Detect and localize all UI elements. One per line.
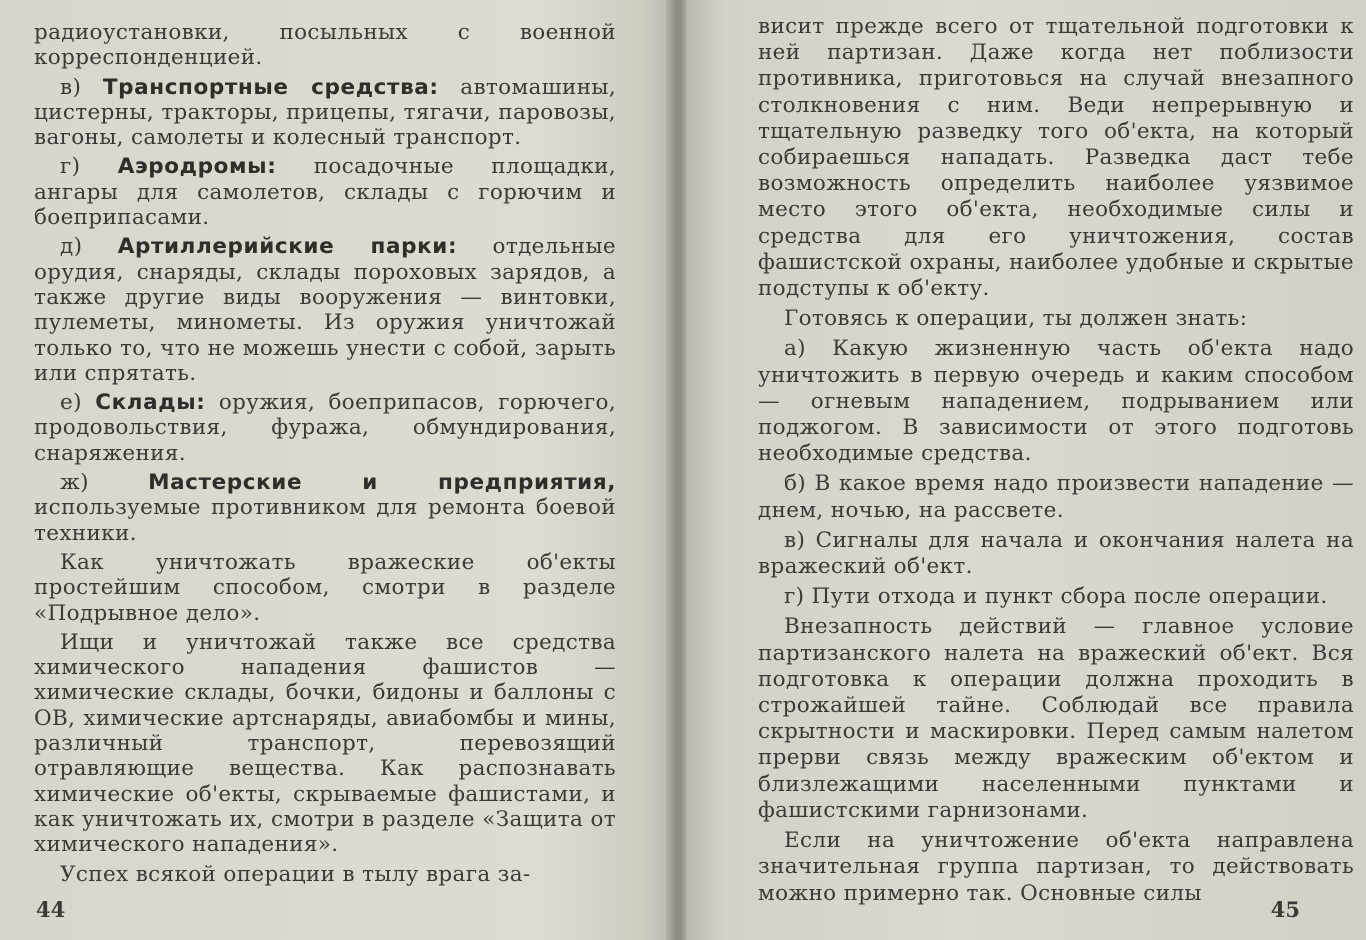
right-paragraph-7: Внезапность действий — главное условие партизанского налета на вражеский об'ект. Вся подготовка к операции должна проходить в строжайшей тайне. Соблюдай все правила скрытности и маскировки. Перед самым налетом прерви связь между вражеским об'ектом и близлежащими населенными пунктами и фашистскими гарнизонами.	[758, 614, 1354, 823]
right-paragraph-2: Готовясь к операции, ты должен знать:	[784, 306, 1248, 332]
right-paragraph-1: висит прежде всего от тщательной подготовки к ней партизан. Даже когда нет поблизости противника, приготовься на случай внезапного столкновения с ним. Веди непрерывную и тщательную разведку того об'екта, на который собираешься нападать. Разведка даст тебе возможность определить наиболее уязвимое место этого об'екта, необходимые силы и средства для его уничтожения, состав фашистской охраны, наиболее удобные и скрытые подступы к об'екту.	[758, 14, 1354, 302]
term: Аэродромы:	[117, 154, 277, 180]
term: Мастерские и предприятия,	[148, 470, 617, 496]
term: Артиллерийские парки:	[117, 234, 458, 260]
right-paragraph-3: а) Какую жизненную часть об'екта надо уничтожить в первую очередь и каким способом — огневым нападением, подрыванием или поджогом. В зависимости от этого подготовь необходимые средства.	[758, 336, 1355, 467]
page-number: 44	[36, 897, 66, 922]
list-label: в)	[60, 74, 82, 100]
left-paragraph-4: д) Артиллерийские парки: отдельные орудия, снаряды, склады пороховых зарядов, а также другие виды вооружения — винтовки, пулеметы, минометы. Из оружия уничтожай только то, что не можешь унести с собой, зарыть или спрятать.	[34, 234, 617, 386]
list-label: д)	[60, 234, 83, 260]
page-number: 45	[1270, 897, 1300, 922]
term: Склады:	[95, 390, 206, 416]
left-paragraph-9: Успех всякой операции в тылу врага за-	[60, 861, 531, 887]
book-gutter	[666, 0, 686, 940]
left-paragraph-6: ж) Мастерские и предприятия, используемые противником для ремонта боевой техники.	[34, 470, 617, 546]
list-label: а)	[784, 336, 806, 362]
right-paragraph-4: б) В какое время надо произвести нападение — днем, ночью, на рассвете.	[758, 471, 1354, 523]
right-paragraph-6: г) Пути отхода и пункт сбора после операции.	[784, 584, 1328, 610]
right-paragraph-5: в) Сигналы для начала и окончания налета на вражеский об'ект.	[758, 527, 1355, 580]
list-label: г)	[784, 584, 805, 610]
left-paragraph-7: Как уничтожать вражеские об'екты простейшим способом, смотри в разделе «Подрывное дело».	[34, 549, 616, 626]
list-label: е)	[60, 390, 82, 416]
list-label: в)	[784, 527, 806, 553]
left-paragraph-2: в) Транспортные средства: автомашины, цистерны, тракторы, прицепы, тягачи, паровозы, вагоны, самолеты и колесный транспорт.	[34, 74, 617, 151]
left-paragraph-3: г) Аэродромы: посадочные площадки, ангары для самолетов, склады с горючим и боеприпасами.	[34, 154, 616, 231]
list-label: г)	[60, 154, 81, 180]
left-paragraph-1: радиоустановки, посыльных с военной корреспонденцией.	[34, 20, 616, 71]
list-label: б)	[784, 471, 807, 497]
term: Транспортные средства:	[102, 74, 439, 100]
right-paragraph-8: Если на уничтожение об'екта направлена значительная группа партизан, то действовать можно примерно так. Основные силы	[758, 828, 1354, 906]
left-paragraph-8: Ищи и уничтожай также все средства химического нападения фашистов — химические склады, бочки, бидоны и баллоны с ОВ, химические артснаряды, авиабомбы и мины, различный транспорт, перевозящий отравляющие вещества. Как распознавать химические об'екты, скрываемые фашистами, и как уничтожать их, смотри в разделе «Защита от химического нападения».	[34, 629, 616, 858]
right-page	[684, 0, 1366, 940]
left-paragraph-5: е) Склады: оружия, боеприпасов, горючего, продовольствия, фуража, обмундирования, снаряжения.	[34, 390, 617, 466]
left-page	[0, 0, 668, 940]
list-label: ж)	[60, 470, 89, 496]
